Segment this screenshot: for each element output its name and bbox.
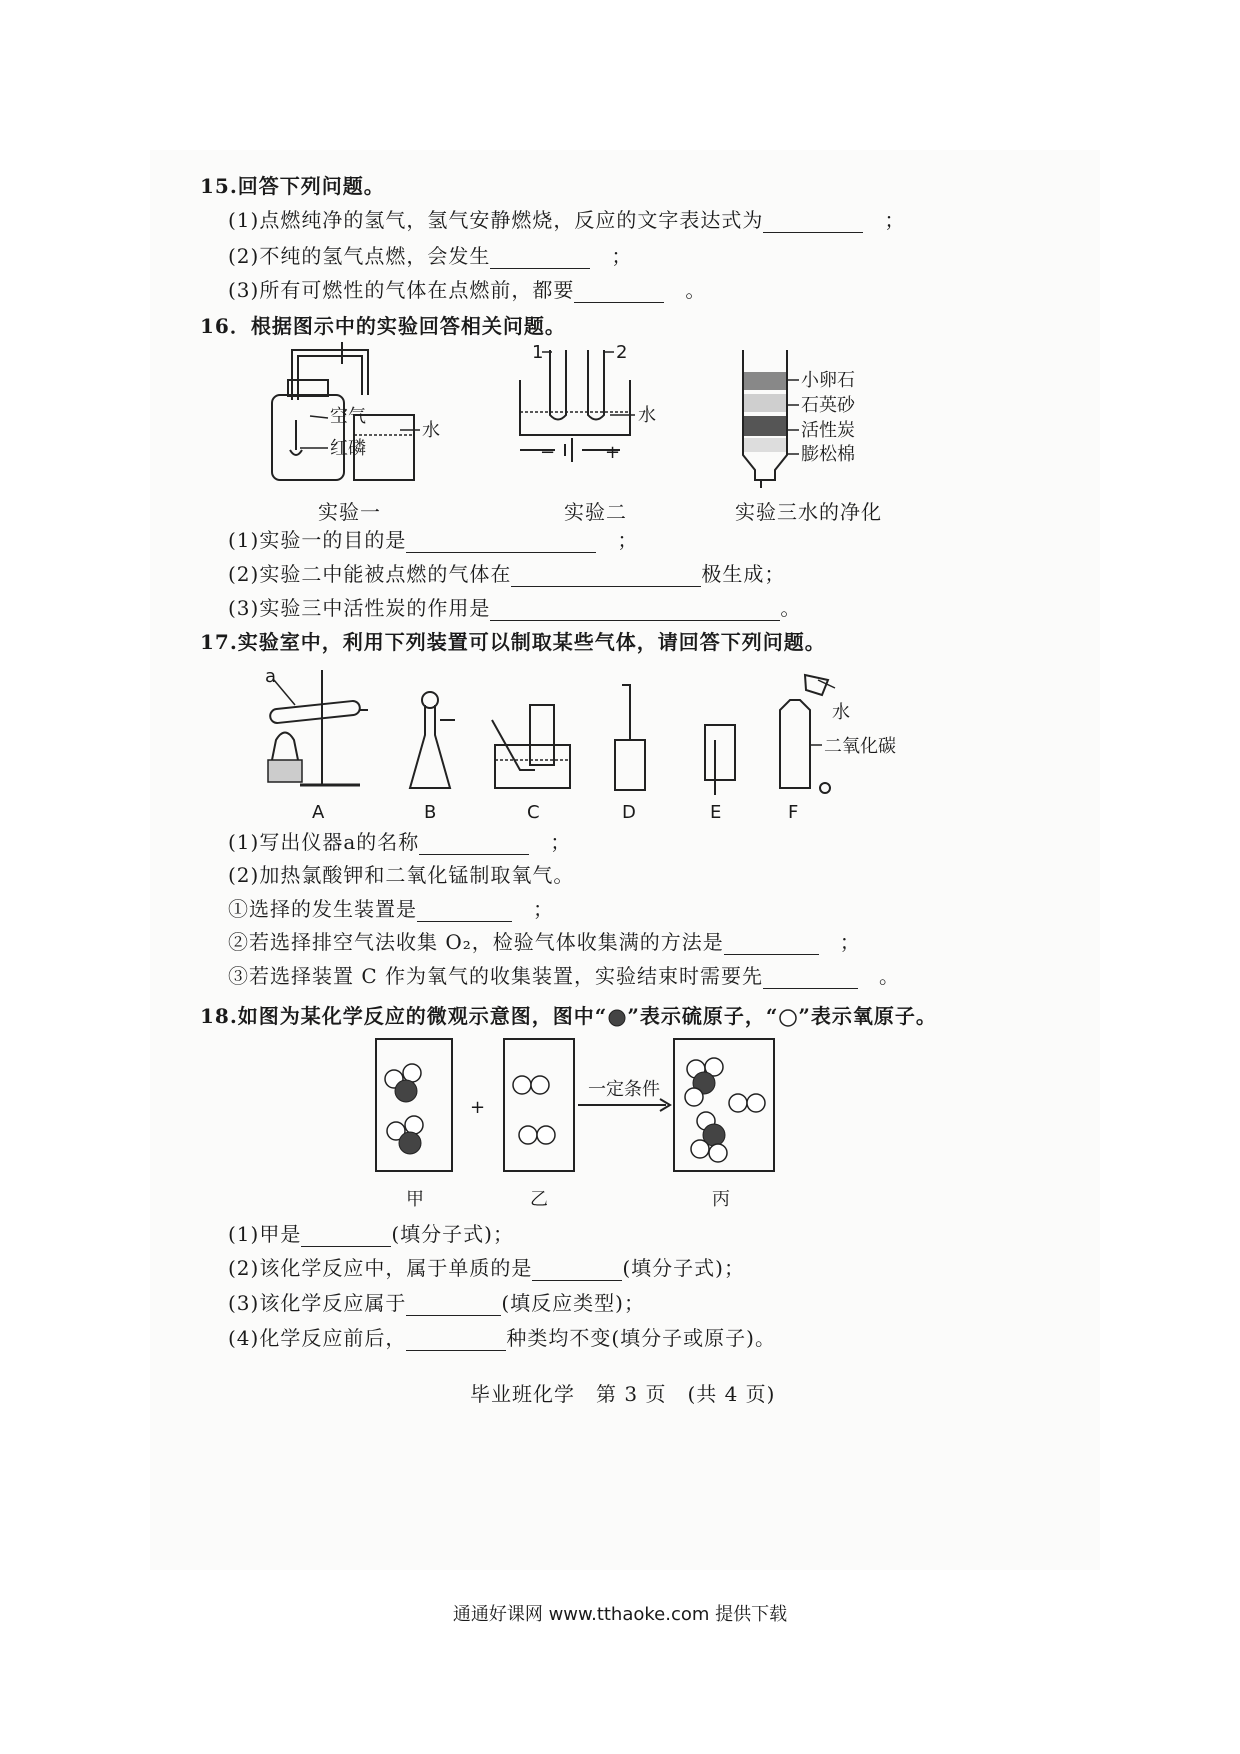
experiment-3-diagram [735, 350, 915, 495]
exp2-label-water: 水 [638, 405, 656, 426]
q18-item-1: (1)甲是 (填分子式)； [228, 1222, 514, 1246]
exp3-label-pebble: 小卵石 [801, 370, 855, 391]
apparatus-letter-d: D [622, 802, 636, 823]
q17-item-2a: ①选择的发生装置是 ； [228, 897, 554, 921]
caption-bing: 丙 [712, 1189, 730, 1210]
exp2-label-1: 1 [532, 342, 544, 363]
exp2-plus: + [605, 442, 621, 463]
q16-item-3: (3)实验三中活性炭的作用是 。 [228, 596, 802, 620]
exp3-label-cotton: 膨松棉 [801, 444, 855, 465]
reaction-diagram [370, 1035, 790, 1215]
apparatus-diagram [250, 660, 910, 825]
experiment-2-diagram [510, 340, 690, 490]
label-a: a [265, 666, 277, 687]
exp3-label-carbon: 活性炭 [801, 420, 855, 441]
exp1-label-air: 空气 [330, 406, 366, 427]
sulfur-atom-icon [607, 1008, 627, 1028]
apparatus-letter-e: E [710, 802, 722, 823]
exp2-label-2: 2 [616, 342, 628, 363]
page-footer: 毕业班化学 第 3 页 (共 4 页) [470, 1382, 776, 1406]
q16-item-1: (1)实验一的目的是 ； [228, 528, 639, 552]
label-water-f: 水 [832, 702, 850, 723]
apparatus-letter-b: B [424, 802, 437, 823]
exp2-caption: 实验二 [564, 500, 627, 524]
q16-title: 16．根据图示中的实验回答相关问题。 [200, 314, 566, 338]
q15-item-1: (1)点燃纯净的氢气，氢气安静燃烧，反应的文字表达式为 ； [228, 208, 906, 232]
q18-item-2: (2)该化学反应中，属于单质的是 (填分子式)； [228, 1256, 745, 1280]
q17-item-1: (1)写出仪器a的名称 ； [228, 830, 572, 854]
exp1-label-water: 水 [422, 420, 440, 441]
q18-title: 18.如图为某化学反应的微观示意图，图中“ ”表示硫原子，“ ”表示氧原子。 [200, 1004, 937, 1028]
label-co2: 二氧化碳 [824, 736, 896, 757]
exp3-label-sand: 石英砂 [801, 395, 855, 416]
oxygen-atom-icon [778, 1008, 798, 1028]
q15-item-2: (2)不纯的氢气点燃，会发生 ； [228, 244, 633, 268]
q16-item-2: (2)实验二中能被点燃的气体在 极生成； [228, 562, 786, 586]
q18-item-4: (4)化学反应前后， 种类均不变(填分子或原子)。 [228, 1326, 776, 1350]
q17-item-2b: ②若选择排空气法收集 O₂，检验气体收集满的方法是 ； [228, 930, 861, 954]
reaction-plus: + [470, 1097, 486, 1118]
apparatus-letter-a: A [312, 802, 325, 823]
q15-item-3: (3)所有可燃性的气体在点燃前，都要 。 [228, 278, 707, 302]
reaction-condition: 一定条件 [588, 1079, 660, 1100]
apparatus-letter-c: C [527, 802, 540, 823]
experiment-1-diagram [250, 340, 480, 485]
caption-yi: 乙 [530, 1189, 548, 1210]
apparatus-letter-f: F [788, 802, 799, 823]
exp1-caption: 实验一 [318, 500, 381, 524]
download-footer: 通通好课网 www.tthaoke.com 提供下载 [452, 1604, 788, 1625]
exp3-caption: 实验三水的净化 [735, 500, 882, 524]
exp1-label-phosphorus: 红磷 [330, 438, 366, 459]
q15-title: 15.回答下列问题。 [200, 174, 385, 198]
q18-item-3: (3)该化学反应属于 (填反应类型)； [228, 1291, 645, 1315]
q17-title: 17.实验室中，利用下列装置可以制取某些气体，请回答下列问题。 [200, 630, 826, 654]
caption-jia: 甲 [406, 1189, 424, 1210]
exp2-minus: − [540, 442, 556, 463]
q17-item-2: (2)加热氯酸钾和二氧化锰制取氧气。 [228, 863, 575, 887]
q17-item-2c: ③若选择装置 C 作为氧气的收集装置，实验结束时需要先 。 [228, 964, 901, 988]
